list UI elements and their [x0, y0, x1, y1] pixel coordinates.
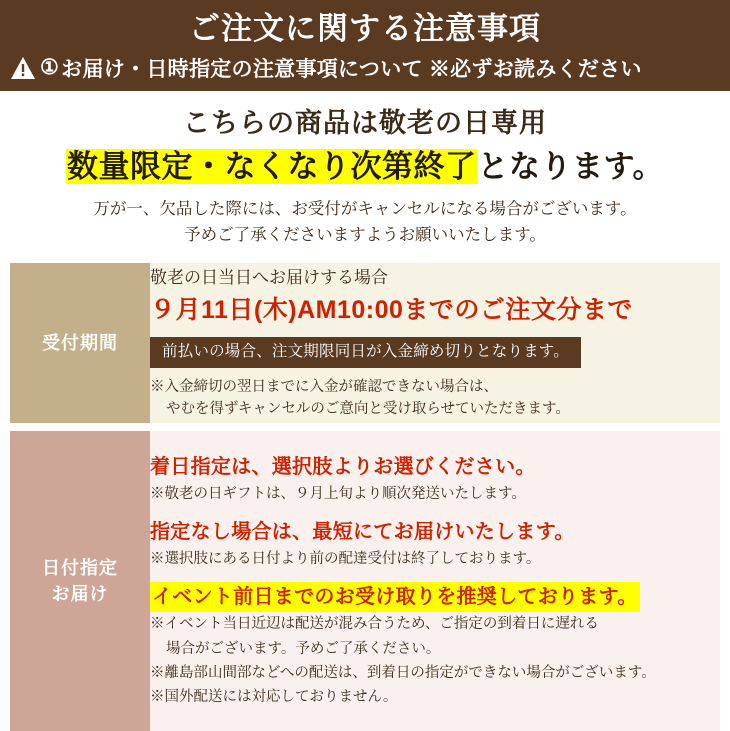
prepayment-badge: 前払いの場合、注文期限同日が入金締め切りとなります。: [150, 337, 581, 368]
delivery-block-3-head: イベント前日までのお受け取りを推奨しております。: [150, 582, 640, 612]
delivery-block-2-sub-1: ※選択肢にある日付より前の配達受付は終了しております。: [150, 551, 541, 568]
delivery-block-3-sub-2: [150, 638, 720, 661]
delivery-date-value: [150, 431, 720, 731]
delivery-date-label-line-1: 日付指定: [42, 557, 118, 578]
delivery-block-2: [150, 517, 720, 571]
header-must-read-note: ※必ずお読みください: [428, 57, 642, 81]
accept-period-label: 受付期間: [10, 263, 150, 423]
header-circled-number: ①: [40, 56, 60, 80]
intro-line-2: [10, 145, 720, 190]
intro-note-line-2: 予めご了承くださいますようお願いいたします。: [184, 226, 546, 245]
delivery-block-1-sub-1: ※敬老の日ギフトは、９月上旬より順次発送いたします。: [150, 486, 526, 503]
intro-line-2-rest: となります。: [477, 148, 665, 184]
table-row-accept-period: [10, 263, 720, 423]
accept-period-value: [150, 263, 720, 423]
intro-highlight-text: 数量限定・なくなり次第終了: [66, 148, 477, 184]
notice-table: [10, 263, 720, 731]
accept-period-note-line-2: やむを得ずキャンセルのご意向と受け取らせていただきます。: [166, 401, 570, 418]
page-title: ご注文に関する注意事項: [189, 11, 541, 46]
delivery-block-3-sub-4: ※国外配送には対応しておりません。: [150, 688, 398, 705]
delivery-block-3: [150, 582, 720, 709]
accept-period-deadline: ９月11日(木)AM10:00までのご注文分まで: [150, 296, 633, 325]
accept-period-note: [150, 376, 720, 421]
accept-period-note-line-1: ※入金締切の翌日までに入金が確認できない場合は、: [150, 378, 498, 395]
intro-note: [10, 197, 720, 248]
delivery-block-3-sub-3: ※離島部山間部などへの配送は、到着日の指定ができない場合がございます。: [150, 664, 656, 681]
delivery-block-2-head: 指定なし場合は、最短にてお届けいたします。: [150, 521, 575, 544]
delivery-date-label: [10, 431, 150, 731]
header-subtitle: お届け・日時指定の注意事項について: [61, 57, 423, 81]
delivery-block-3-sub-2-text: 場合がございます。予めご了承ください。: [166, 640, 441, 657]
warning-triangle-icon: [10, 56, 36, 80]
table-row-delivery-date: [10, 431, 720, 731]
delivery-block-1-head: 着日指定は、選択肢よりお選びください。: [150, 456, 536, 479]
page-header: [0, 0, 730, 91]
delivery-block-1: [150, 452, 720, 506]
header-subtitle-row: [0, 49, 730, 85]
intro-note-line-1: 万が一、欠品した際には、お受付がキャンセルになる場合がございます。: [93, 200, 637, 219]
delivery-date-label-line-2: お届け: [51, 583, 109, 604]
notice-body: [0, 91, 730, 731]
accept-period-line-1: 敬老の日当日へお届けする場合: [150, 267, 388, 287]
intro-block: [10, 91, 720, 249]
intro-line-1: こちらの商品は敬老の日専用: [183, 107, 547, 138]
delivery-block-3-sub-1: ※イベント当日近辺は配送が混み合うため、ご指定の到着日に遅れる: [150, 616, 599, 633]
table-row-gap: [10, 423, 720, 431]
